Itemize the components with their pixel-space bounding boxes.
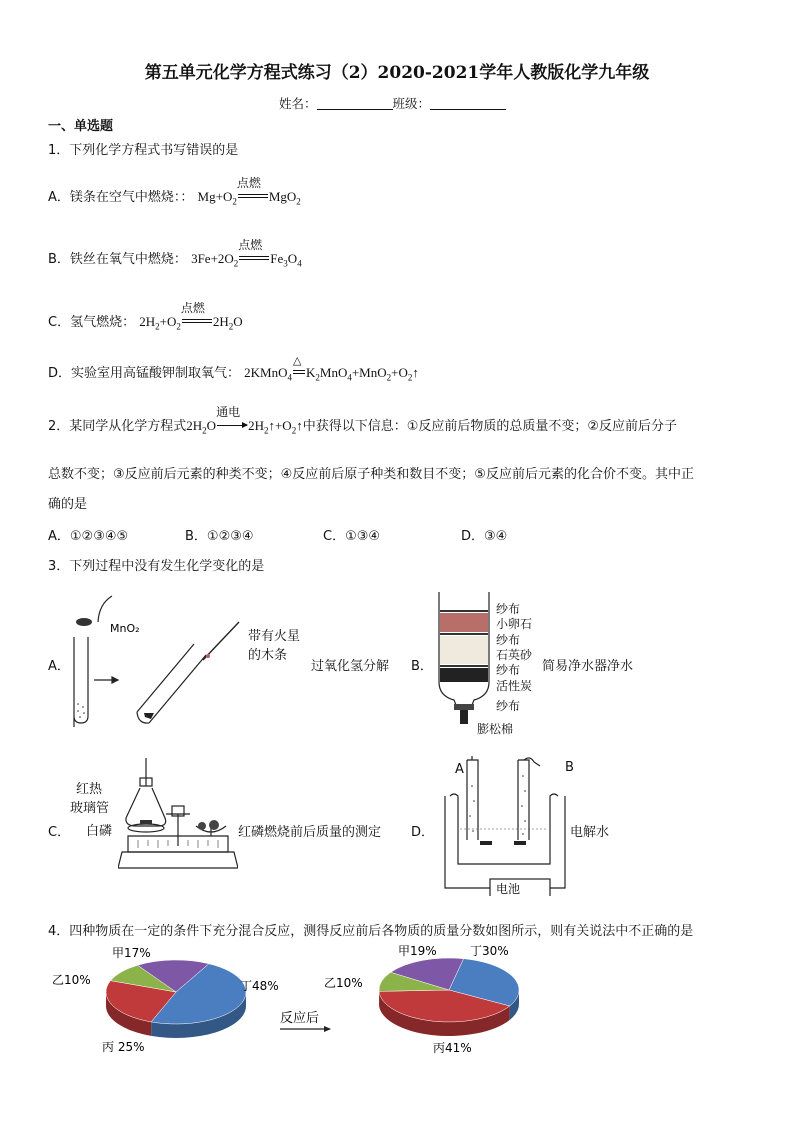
carbon-layer bbox=[440, 668, 488, 682]
q3-d-a-label: A bbox=[455, 762, 464, 777]
after-label-jia: 甲19% bbox=[398, 944, 437, 958]
q1-a-label: A．镁条在空气中燃烧：： bbox=[48, 190, 194, 205]
q3-c-tube-label2: 玻璃管 bbox=[70, 801, 110, 816]
outlet bbox=[460, 710, 468, 724]
after-label-yi: 乙10% bbox=[324, 976, 363, 990]
q1-d-cond: △ bbox=[293, 354, 302, 367]
layer-gauze-3: 纱布 bbox=[496, 663, 521, 677]
wire bbox=[445, 796, 565, 888]
q1-option-a[interactable] bbox=[48, 176, 301, 207]
before-label-jia: 甲17% bbox=[112, 946, 151, 960]
beaker bbox=[458, 816, 550, 864]
layer-cotton: 膨松棉 bbox=[477, 722, 514, 736]
q2-cond: 通电 bbox=[216, 405, 241, 419]
ember bbox=[206, 654, 210, 658]
q3-c-phos-label: 白磷 bbox=[86, 824, 113, 839]
layer-gauze-1: 纱布 bbox=[496, 602, 521, 616]
weight-1 bbox=[198, 822, 206, 830]
balance-post bbox=[166, 814, 190, 846]
q1-option-c[interactable] bbox=[48, 301, 243, 332]
name-blank[interactable] bbox=[317, 97, 393, 110]
q3-d-b-label: B bbox=[565, 760, 574, 775]
mno2-label: MnO₂ bbox=[110, 622, 140, 635]
q3-option-a-label[interactable]: A． bbox=[48, 659, 70, 674]
tube-b bbox=[518, 760, 529, 840]
q3-c-tube-label1: 红热 bbox=[76, 782, 103, 797]
before-label-bing: 丙 25% bbox=[102, 1040, 145, 1054]
test-tube-a bbox=[74, 637, 88, 727]
q3-c-balance bbox=[118, 756, 238, 886]
q4-stem: 4．四种物质在一定的条件下充分混合反应，测得反应前后各物质的质量分数如图所示，则有关说法中不正确的是 bbox=[48, 924, 694, 939]
q1-c-cond: 点燃 bbox=[180, 301, 205, 315]
q2-line2: 总数不变；③反应前后元素的种类不变；④反应前后原子种类和数目不变；⑤反应前后元素的化合价不变。其中正 bbox=[48, 467, 694, 482]
q1-b-cond: 点燃 bbox=[238, 238, 263, 252]
spoon-handle bbox=[98, 596, 112, 622]
q3-c-caption: 红磷燃烧前后质量的测定 bbox=[238, 825, 382, 840]
q2-stem-suffix: 中获得以下信息：①反应前后物质的总质量不变；②反应前后分子 bbox=[302, 419, 677, 434]
q3-d-caption: 电解水 bbox=[570, 825, 610, 840]
q2-stem-prefix: 2．某同学从化学方程式 bbox=[48, 419, 187, 434]
q4-pie-charts bbox=[40, 940, 600, 1060]
q2-option-b[interactable]: B．①②③④ bbox=[185, 529, 254, 544]
q2-option-d[interactable]: D．③④ bbox=[461, 529, 508, 544]
reaction-arrow-label: 反应后 bbox=[280, 1011, 320, 1026]
tilted-tube bbox=[137, 644, 206, 723]
q1-option-b[interactable] bbox=[48, 238, 302, 269]
pie-after bbox=[379, 958, 519, 1036]
q2-line1 bbox=[48, 405, 677, 436]
q1-c-equation: $2H_2+O_2$ 点燃 $2H_2O$ bbox=[139, 301, 243, 332]
q1-stem: 1．下列化学方程式书写错误的是 bbox=[48, 143, 239, 158]
after-label-bing: 丙41% bbox=[433, 1041, 472, 1055]
q3-option-b-label[interactable]: B． bbox=[411, 659, 433, 674]
before-label-yi: 乙10% bbox=[52, 973, 91, 987]
q1-b-equation: $3Fe+2O_2$ 点燃 $Fe_3O_4$ bbox=[191, 238, 302, 269]
arrow-head bbox=[112, 677, 118, 683]
q3-option-c-label[interactable]: C． bbox=[48, 825, 71, 840]
page-title: 第五单元化学方程式练习（2）2020-2021学年人教版化学九年级 bbox=[144, 63, 650, 83]
layer-pebble: 小卵石 bbox=[496, 617, 533, 631]
q3-option-d-label[interactable]: D． bbox=[411, 825, 435, 840]
weight-2 bbox=[209, 820, 219, 830]
spoon-bowl bbox=[76, 618, 92, 626]
q2-option-a[interactable]: A．①②③④⑤ bbox=[48, 529, 129, 544]
q1-a-cond: 点燃 bbox=[236, 176, 261, 190]
before-label-ding: 丁48% bbox=[240, 979, 279, 993]
section-heading: 一、单选题 bbox=[48, 119, 114, 134]
class-blank[interactable] bbox=[430, 97, 506, 110]
q2-option-c[interactable]: C．①③④ bbox=[323, 529, 381, 544]
q1-d-equation: 2KMnO$_4$ △ $K_2MnO_4+MnO_2+O_2↑$ bbox=[244, 354, 419, 383]
q2-line3: 确的是 bbox=[48, 497, 88, 512]
reaction-arrow-head bbox=[324, 1026, 331, 1032]
layer-carbon: 活性炭 bbox=[496, 679, 533, 693]
electrode-b bbox=[514, 841, 526, 845]
battery-label: 电池 bbox=[496, 882, 521, 896]
q2-equation: $2H_2O$ 通电 $2H_2↑+O_2↑$ bbox=[186, 405, 303, 436]
layer-gauze-4: 纱布 bbox=[496, 699, 521, 713]
q3-a-stick-label2: 的木条 bbox=[248, 648, 288, 663]
q3-a-stick-label1: 带有火星 bbox=[248, 629, 301, 644]
q3-b-caption: 简易净水器净水 bbox=[542, 659, 634, 674]
q3-a-caption: 过氧化氢分解 bbox=[311, 659, 390, 674]
name-label: 姓名： bbox=[279, 96, 317, 111]
balance-base bbox=[118, 852, 238, 868]
liquid-dots bbox=[77, 703, 85, 718]
name-class-line bbox=[279, 94, 506, 112]
tube-a bbox=[467, 756, 478, 840]
layer-gauze-2: 纱布 bbox=[496, 633, 521, 647]
pebble-layer bbox=[440, 613, 488, 632]
electrode-a bbox=[480, 841, 492, 845]
class-label: 班级： bbox=[392, 96, 431, 111]
pie-before bbox=[106, 960, 246, 1038]
sand-layer bbox=[440, 636, 488, 664]
q1-c-label: C．氢气燃烧： bbox=[48, 315, 136, 330]
q1-b-label: B．铁丝在氧气中燃烧： bbox=[48, 252, 187, 267]
layer-quartz: 石英砂 bbox=[496, 648, 533, 662]
q1-a-equation: $Mg+O_2$ 点燃 MgO$_2$ bbox=[197, 176, 301, 207]
q1-d-label: D．实验室用高锰酸钾制取氧气： bbox=[48, 366, 241, 381]
q3-b-filter bbox=[436, 590, 492, 735]
q1-option-d[interactable] bbox=[48, 354, 419, 383]
q3-stem: 3．下列过程中没有发生化学变化的是 bbox=[48, 559, 265, 574]
q3-a-figure bbox=[66, 592, 256, 727]
after-label-ding: 丁30% bbox=[470, 944, 509, 958]
q3-d-electrolysis bbox=[440, 756, 570, 896]
